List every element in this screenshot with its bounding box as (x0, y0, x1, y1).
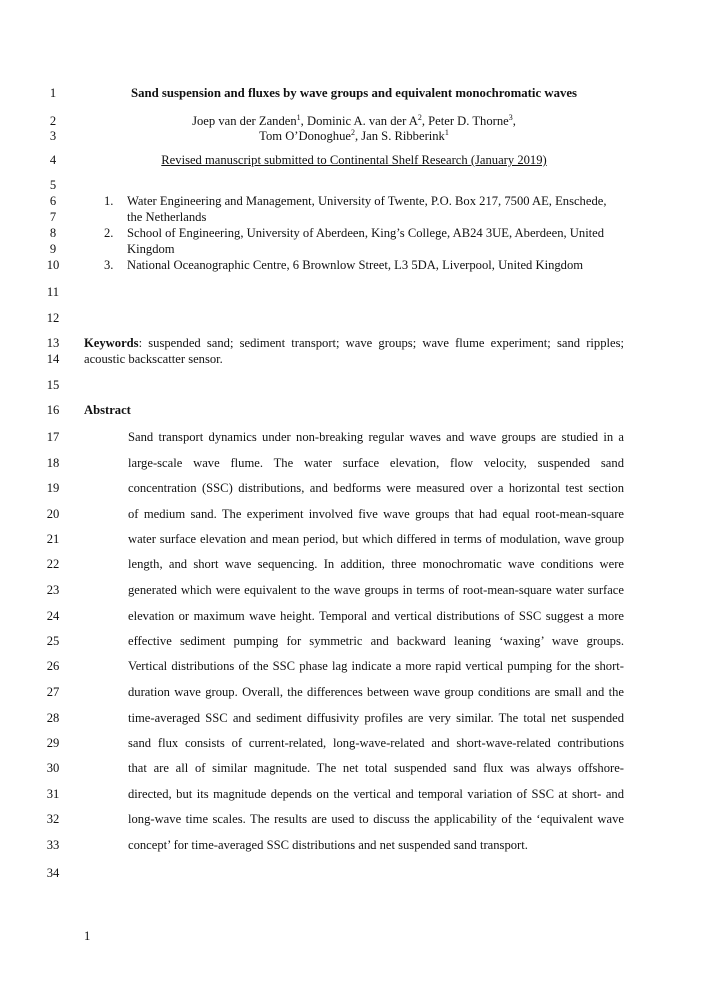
line-number: 27 (46, 685, 60, 699)
abstract-line: concept’ for time-averaged SSC distributions and net suspended sand transport. (128, 838, 528, 852)
affiliation-number: 1. (104, 194, 114, 208)
line-number: 20 (46, 507, 60, 521)
affiliation-marker: 3 (508, 112, 513, 122)
line-number: 33 (46, 838, 60, 852)
line-number: 3 (49, 129, 57, 143)
line-number: 30 (46, 761, 60, 775)
abstract-line: Vertical distributions of the SSC phase lag indicate a more rapid vertical pumping for the short- (128, 659, 624, 673)
affiliation-text: Kingdom (127, 242, 175, 256)
affiliation-text: Water Engineering and Management, University of Twente, P.O. Box 217, 7500 AE, Enschede, (127, 194, 607, 208)
abstract-line: concentration (SSC) distributions, and bedforms were measured over a horizontal test section (128, 481, 624, 495)
line-number: 16 (46, 403, 60, 417)
line-number: 32 (46, 812, 60, 826)
line-number: 6 (49, 194, 57, 208)
affiliation-marker: 2 (350, 127, 355, 137)
abstract-line: long-wave time scales. The results are used to discuss the applicability of the ‘equivalent wave (128, 812, 624, 826)
affiliation-text: National Oceanographic Centre, 6 Brownlow Street, L3 5DA, Liverpool, United Kingdom (127, 258, 584, 272)
abstract-line: time-averaged SSC and sediment diffusivity profiles are very similar. The total net suspended (128, 711, 624, 725)
affiliation-text: the Netherlands (127, 210, 207, 224)
line-number: 29 (46, 736, 60, 750)
line-number: 2 (49, 114, 57, 128)
affiliation-number: 2. (104, 226, 114, 240)
line-number: 7 (49, 210, 57, 224)
author-name: Tom O’Donoghue (259, 129, 351, 143)
line-number: 9 (49, 242, 57, 256)
line-number: 31 (46, 787, 60, 801)
submission-note: Revised manuscript submitted to Continental Shelf Research (January 2019) (161, 153, 547, 167)
line-number: 18 (46, 456, 60, 470)
keywords-line-1 (84, 336, 624, 351)
abstract-line: large-scale wave flume. The water surface elevation, flow velocity, suspended sand (128, 456, 624, 470)
affiliation-number: 3. (104, 258, 114, 272)
affiliation-marker: 1 (444, 127, 449, 137)
line-number: 15 (46, 378, 60, 392)
line-number: 8 (49, 226, 57, 240)
abstract-line: directed, but its magnitude depends on the vertical and temporal variation of SSC at short- and (128, 787, 624, 801)
author-name: , Dominic A. van der A (300, 114, 418, 128)
separator: , (512, 114, 516, 128)
affiliation-marker: 2 (417, 112, 422, 122)
page-number: 1 (84, 929, 91, 943)
affiliation-marker: 1 (296, 112, 301, 122)
line-number: 5 (49, 178, 57, 192)
line-number: 25 (46, 634, 60, 648)
abstract-line: sand flux consists of current-related, long-wave-related and short-wave-related contributions (128, 736, 624, 750)
author-name: Joep van der Zanden (192, 114, 297, 128)
keywords-text: : suspended sand; sediment transport; wave groups; wave flume experiment; sand ripples; (138, 336, 624, 350)
abstract-line: water surface elevation and mean period, but which differed in terms of modulation, wave group (128, 532, 624, 546)
abstract-line: generated which were equivalent to the wave groups in terms of root-mean-square water surface (128, 583, 624, 597)
line-number: 13 (46, 336, 60, 350)
author-name: , Jan S. Ribberink (354, 129, 445, 143)
line-number: 24 (46, 609, 60, 623)
line-number: 11 (46, 285, 60, 299)
keywords-line-2: acoustic backscatter sensor. (84, 352, 223, 366)
abstract-line: of medium sand. The experiment involved five wave groups that had equal root-mean-square (128, 507, 624, 521)
line-number: 14 (46, 352, 60, 366)
abstract-line: length, and short wave sequencing. In addition, three monochromatic wave conditions were (128, 557, 624, 571)
author-list-line-2 (84, 129, 624, 144)
line-number: 21 (46, 532, 60, 546)
keywords-label: Keywords (84, 336, 139, 350)
line-number: 1 (49, 86, 57, 100)
abstract-line: effective sediment pumping for symmetric and backward leaning ‘waxing’ wave groups. (128, 634, 624, 648)
paper-title: Sand suspension and fluxes by wave groups and equivalent monochromatic waves (130, 86, 578, 100)
line-number: 19 (46, 481, 60, 495)
line-number: 17 (46, 430, 60, 444)
abstract-line: duration wave group. Overall, the differences between wave group conditions are small and the (128, 685, 624, 699)
abstract-heading: Abstract (84, 403, 131, 417)
line-number: 28 (46, 711, 60, 725)
author-name: , Peter D. Thorne (421, 114, 509, 128)
line-number: 22 (46, 557, 60, 571)
line-number: 34 (46, 866, 60, 880)
line-number: 4 (49, 153, 57, 167)
abstract-line: elevation or maximum wave height. Temporal and vertical distributions of SSC suggest a more (128, 609, 624, 623)
affiliation-text: School of Engineering, University of Aberdeen, King’s College, AB24 3UE, Aberdeen, United (127, 226, 605, 240)
author-list-line-1 (84, 114, 624, 129)
line-number: 10 (46, 258, 60, 272)
line-number: 23 (46, 583, 60, 597)
abstract-line: Sand transport dynamics under non-breaking regular waves and wave groups are studied in a (128, 430, 624, 444)
line-number: 26 (46, 659, 60, 673)
line-number: 12 (46, 311, 60, 325)
abstract-line: that are all of similar magnitude. The net total suspended sand flux was always offshore- (128, 761, 624, 775)
